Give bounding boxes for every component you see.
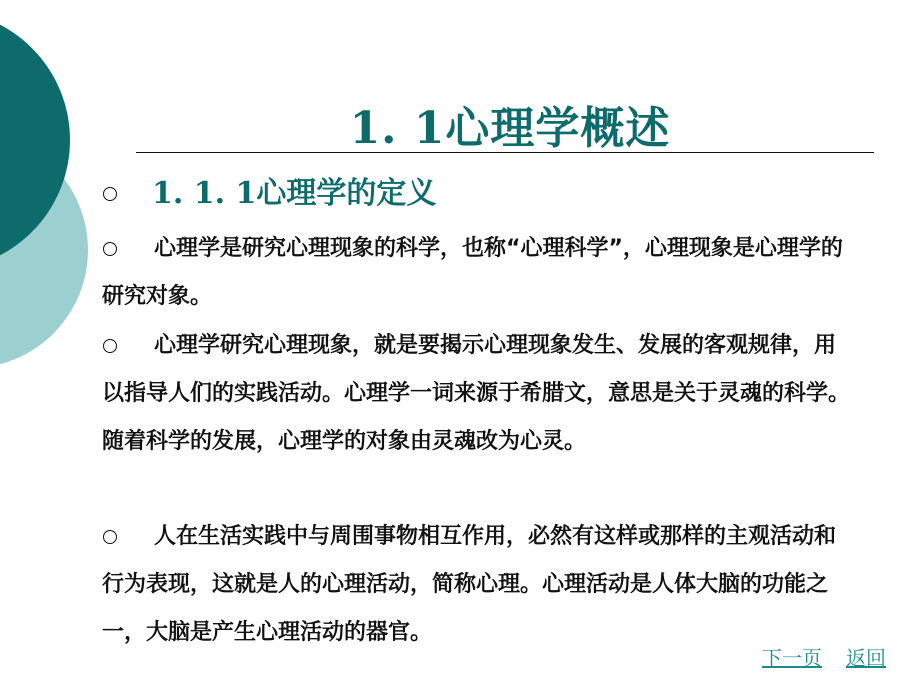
paragraph-1: 心理学是研究心理现象的科学，也称“心理科学”，心理现象是心理学的研究对象。: [102, 236, 843, 309]
back-link[interactable]: 返回: [846, 646, 886, 670]
title-divider: [136, 152, 874, 153]
paragraph-3: 人在生活实践中与周围事物相互作用，必然有这样或那样的主观活动和行为表现，这就是人的心理活动，简称心理。心理活动是人体大脑的功能之一，大脑是产生心理活动的器官。: [102, 524, 837, 645]
section-subheading: 1. 1. 1心理学的定义: [152, 176, 437, 211]
bullet-icon: [103, 187, 117, 201]
slide-title: 1. 1心理学概述: [349, 103, 671, 154]
paragraph-2: 心理学研究心理现象，就是要揭示心理现象发生、发展的客观规律，用以指导人们的实践活动。心理学一词来源于希腊文，意思是关于灵魂的科学。随着科学的发展，心理学的对象由灵魂改为心灵。: [102, 333, 851, 454]
next-page-link[interactable]: 下一页: [762, 646, 822, 670]
